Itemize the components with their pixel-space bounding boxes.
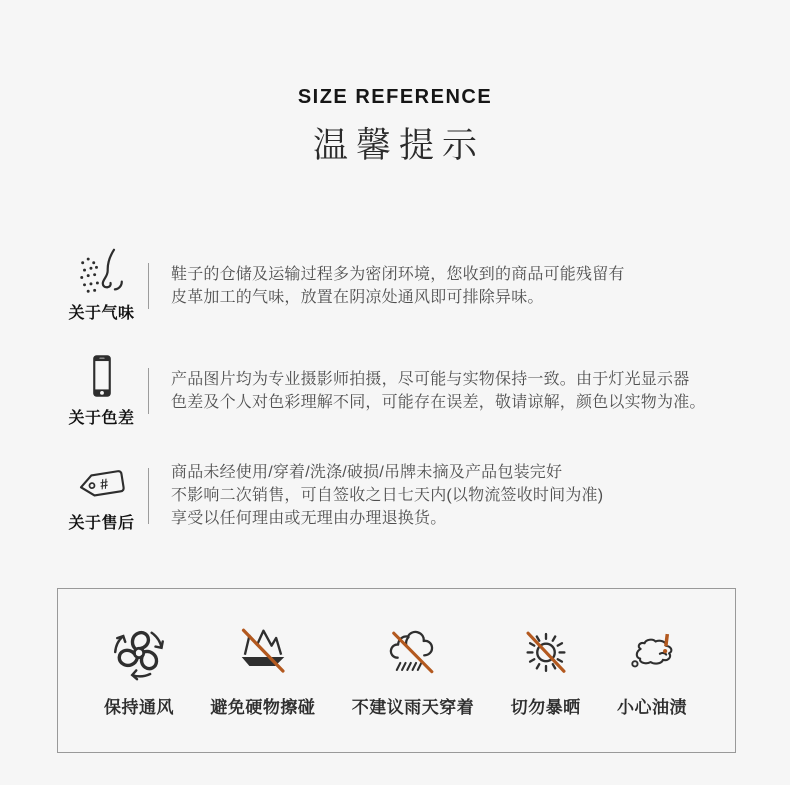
section-color-label: 关于色差	[68, 410, 135, 428]
fan-icon	[109, 622, 169, 682]
section-color-difference	[55, 353, 750, 428]
section-after-sales-icon-cell	[55, 458, 148, 533]
text-line: 皮革加工的气味，放置在阴凉处通风即可排除异味。	[171, 288, 544, 306]
care-label-oil-stain: 小心油渍	[617, 698, 687, 718]
smartphone-icon	[88, 353, 116, 399]
care-item-ventilation	[104, 622, 174, 752]
care-label-no-hard-objects: 避免硬物擦碰	[210, 698, 316, 718]
text-line: 产品图片均为专业摄影师拍摄，尽可能与实物保持一致。由于灯光显示器	[171, 370, 690, 388]
icon-box	[623, 622, 681, 682]
icon-box	[518, 622, 574, 682]
care-label-no-rain: 不建议雨天穿着	[351, 698, 475, 718]
no-rain-wear-icon	[385, 624, 441, 680]
notice-sections	[55, 248, 750, 533]
price-tag-icon	[73, 464, 131, 504]
section-color-text	[171, 368, 706, 414]
vertical-divider	[148, 263, 149, 309]
care-item-oil-stain	[617, 622, 687, 752]
section-after-sales-text	[171, 461, 603, 530]
care-tips-box	[57, 588, 736, 753]
page-subtitle: 温馨提示	[312, 126, 485, 165]
icon-box	[76, 248, 128, 294]
care-label-no-sun: 切勿暴晒	[510, 698, 581, 718]
section-after-sales-label: 关于售后	[68, 515, 135, 533]
section-odor	[55, 248, 750, 323]
page-title: SIZE REFERENCE	[297, 86, 493, 108]
text-line: 不影响二次销售，可自签收之日七天内(以物流签收时间为准)	[171, 487, 604, 505]
text-line: 商品未经使用/穿着/洗涤/破损/吊牌未摘及产品包装完好	[171, 464, 563, 482]
icon-box	[385, 622, 441, 682]
text-line: 享受以任何理由或无理由办理退换货。	[171, 510, 447, 528]
care-label-ventilation: 保持通风	[104, 698, 174, 718]
section-odor-icon-cell	[55, 248, 148, 323]
vertical-divider	[148, 368, 149, 414]
icon-box	[73, 458, 131, 504]
icon-box	[234, 622, 292, 682]
vertical-divider	[148, 468, 149, 524]
text-line: 色差及个人对色彩理解不同，可能存在误差，敬请谅解，颜色以实物为准。	[171, 393, 706, 411]
text-line: 鞋子的仓储及运输过程多为密闭环境，您收到的商品可能残留有	[171, 265, 625, 283]
oil-stain-caution-icon	[623, 624, 681, 680]
no-sun-exposure-icon	[518, 624, 574, 680]
section-color-icon-cell	[55, 353, 148, 428]
care-item-no-sun	[511, 622, 581, 752]
no-hard-objects-icon	[234, 623, 292, 681]
icon-box	[88, 353, 116, 399]
svg-text:#: #	[98, 476, 110, 494]
section-after-sales	[55, 458, 750, 533]
care-item-no-hard-objects	[210, 622, 315, 752]
section-odor-text	[171, 263, 625, 309]
nose-smell-icon	[76, 248, 128, 294]
care-item-no-rain	[352, 622, 475, 752]
section-odor-label: 关于气味	[68, 305, 135, 323]
icon-box	[109, 622, 169, 682]
